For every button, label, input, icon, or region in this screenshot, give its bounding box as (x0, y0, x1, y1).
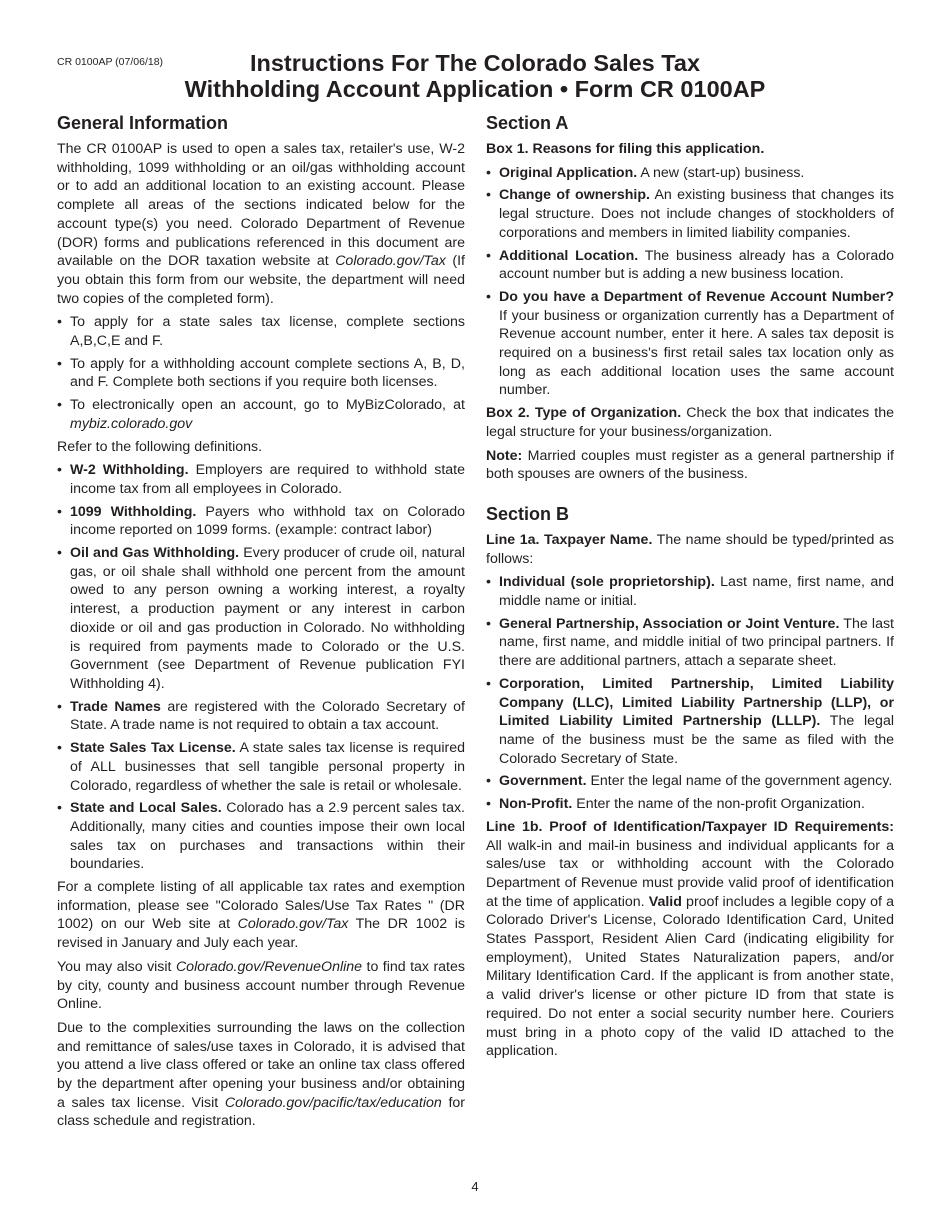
bold-text: Additional Location. (499, 247, 639, 264)
bold-text: Change of ownership. (499, 187, 650, 204)
text: Enter the legal name of the government agency. (586, 773, 893, 790)
list-item (486, 795, 894, 814)
list-item (486, 573, 894, 610)
text: Due to the complexities surrounding the laws on the collection and remittance of sales/use taxes in Colorado, it is advised that you attend a live class offered or take an online tax class offered by the department after opening your business and/or obtaining a sales tax license. Visit (57, 1019, 465, 1111)
bold-text: State Sales Tax License. (70, 740, 236, 757)
text: for class schedule and registration. (57, 1094, 465, 1130)
bold-text: Valid (648, 893, 682, 910)
bold-text: Note: (486, 447, 523, 464)
list-item (486, 247, 894, 284)
list-item (486, 615, 894, 671)
bold-text: Box 1. Reasons for filing this application. (486, 141, 765, 157)
list-item (57, 544, 465, 694)
text: Every producer of crude oil, natural gas, or oil shale shall withhold one percent from the amount owed to any person owning a working interest, a royalty interest, a production payment or any interest in carbon dioxide or oil and gas production in Colorado. No withholding is required from payments made to Colorado or the U.S. Government (see Department of Revenue publication FYI Withholding 4). (70, 545, 465, 692)
bold-text: State and Local Sales. (70, 800, 222, 817)
list-item (486, 288, 894, 400)
list-item (57, 313, 465, 350)
paragraph (57, 140, 465, 308)
bold-text: Corporation, Limited Partnership, Limited Liability Company (LLC), Limited Liability Partnership (LLP), or Limited Liability Limited Partnership (LLLP). (499, 675, 894, 730)
paragraph (57, 438, 465, 457)
text: A new (start-up) business. (637, 164, 805, 181)
paragraph (57, 1019, 465, 1131)
list-item (57, 503, 465, 540)
bullet-list (57, 313, 465, 433)
text: The legal name of the business must be the same as filed with the Colorado Secretary of State. (499, 713, 894, 767)
paragraph (486, 818, 894, 1061)
text: The name should be typed/printed as follows: (486, 531, 894, 567)
text: To electronically open an account, go to MyBizColorado, at (70, 397, 465, 414)
bold-text: Oil and Gas Withholding. (70, 545, 240, 562)
italic-text: Colorado.gov/Tax (237, 916, 349, 933)
text: An existing business that changes its legal structure. Does not include changes of stockholders of corporations and members in limited liability companies. (499, 187, 894, 241)
paragraph (57, 878, 465, 953)
bold-text: Trade Names (70, 698, 161, 715)
text: (If you obtain this form from our website, the department will need two copies of the completed form). (57, 253, 465, 307)
text: To apply for a state sales tax license, complete sections A,B,C,E and F. (70, 314, 465, 350)
list-item (57, 461, 465, 498)
text: General Information (57, 113, 229, 133)
bold-text: Box 2. Type of Organization. (486, 405, 682, 422)
bold-text: Line 1b. Proof of Identification/Taxpayer ID Requirements: (486, 818, 894, 835)
section-heading (486, 111, 894, 135)
text: Section B (486, 503, 570, 524)
title-line-1: Instructions For The Colorado Sales Tax (249, 50, 701, 76)
bullet-list (57, 461, 465, 874)
text: The DR 1002 is revised in January and July each year. (57, 916, 465, 952)
list-item (57, 739, 465, 795)
text: A state sales tax license is required of ALL businesses that sell tangible personal property in Colorado, regardless of whether the sale is retail or wholesale. (70, 740, 466, 794)
bold-text: Non-Profit. (499, 796, 573, 813)
paragraph (486, 531, 894, 568)
bullet-list (486, 573, 894, 813)
list-item (486, 164, 894, 183)
paragraph (486, 404, 894, 441)
italic-text: Colorado.gov/Tax (335, 253, 446, 270)
list-item (57, 698, 465, 735)
text: Enter the name of the non-profit Organization. (572, 796, 865, 813)
title-line-2: Withholding Account Application • Form CR 0100AP (184, 76, 766, 102)
page-title (120, 50, 830, 102)
italic-text: mybiz.colorado.gov (70, 415, 193, 432)
list-item (486, 186, 894, 242)
section-heading (57, 111, 465, 135)
text: The CR 0100AP is used to open a sales tax, retailer's use, W-2 withholding, 1099 withholding or an oil/gas withholding account or to add an additional location to an existing account. Please complete all areas of the sections indicated below for the account type(s) you need. Colorado Department of Revenue (DOR) forms and publications referenced in this document are available on the DOR taxation website at (57, 141, 465, 270)
text: To apply for a withholding account complete sections A, B, D, and F. Complete both sections if you require both licenses. (70, 355, 465, 391)
text: Last name, first name, and middle name or initial. (499, 574, 894, 610)
text: Colorado has a 2.9 percent sales tax. Additionally, many cities and counties impose their own local sales tax on purchases and transactions within their boundaries. (70, 800, 465, 873)
text: are registered with the Colorado Secretary of State. A trade name is not required to obtain a tax account. (70, 698, 466, 734)
paragraph (57, 958, 465, 1014)
bold-text: Do you have a Department of Revenue Account Number? (499, 288, 894, 305)
text: Married couples must register as a general partnership if both spouses are owners of the business. (486, 447, 894, 483)
text: The last name, first name, and middle initial of two principal partners. If there are additional partners, attach a separate sheet. (499, 615, 894, 670)
text: Payers who withhold tax on Colorado income reported on 1099 forms. (example: contract labor) (70, 503, 465, 539)
bold-text: Original Application. (499, 164, 638, 181)
list-item (486, 772, 894, 791)
text: to find tax rates by city, county and business account number through Revenue Online. (57, 958, 465, 1013)
text: proof includes a legible copy of a Colorado Driver's License, Colorado Identification Card, United States Passport, Resident Alien Card (indicating eligibility for employment), United States Naturalization papers, and/or Military Identification Card. If the applicant is from another state, a valid driver's license or other picture ID from that state is required. Do not enter a social security number here. Couriers must bring in a photo copy of the valid ID attached to the application. (486, 893, 894, 1060)
paragraph (486, 447, 894, 484)
bold-text: 1099 Withholding. (70, 503, 197, 520)
text: For a complete listing of all applicable tax rates and exemption information, please see "Colorado Sales/Use Tax Rates " (DR 1002) on our Web site at (57, 879, 465, 933)
list-item (57, 396, 465, 433)
bold-text: Line 1a. Taxpayer Name. (486, 531, 653, 548)
italic-text: Colorado.gov/RevenueOnline (175, 958, 363, 975)
italic-text: Colorado.gov/pacific/tax/education (224, 1094, 442, 1111)
text: Refer to the following definitions. (57, 438, 263, 455)
text: Employers are required to withhold state income tax from all employees in Colorado. (70, 462, 466, 497)
text: The business already has a Colorado account number but is adding a new business location. (499, 247, 894, 283)
text: You may also visit (57, 958, 176, 975)
right-column (486, 111, 894, 1066)
list-item (486, 675, 894, 769)
left-column (57, 111, 465, 1136)
bold-text: W-2 Withholding. (70, 462, 189, 479)
text: Check the box that indicates the legal structure for your business/organization. (486, 405, 895, 440)
text: If your business or organization currently has a Department of Revenue account number, enter it here. A sales tax deposit is required on a business's first retail sales tax location only as long as each additional location uses the same account number. (499, 307, 894, 399)
form-id: CR 0100AP (07/06/18) (57, 56, 164, 68)
section-heading (486, 502, 894, 526)
paragraph (486, 140, 894, 159)
page-number: 4 (471, 1179, 479, 1194)
list-item (57, 799, 465, 874)
bullet-list (486, 164, 894, 400)
bold-text: Government. (499, 773, 587, 790)
bold-text: Individual (sole proprietorship). (499, 574, 715, 591)
bold-text: General Partnership, Association or Joint Venture. (499, 615, 840, 632)
list-item (57, 355, 465, 392)
text: All walk-in and mail-in business and individual applicants for a sales/use tax or withholding account with the Colorado Department of Revenue must provide valid proof of identification at the time of application. (486, 837, 894, 910)
text: Section A (486, 113, 569, 133)
